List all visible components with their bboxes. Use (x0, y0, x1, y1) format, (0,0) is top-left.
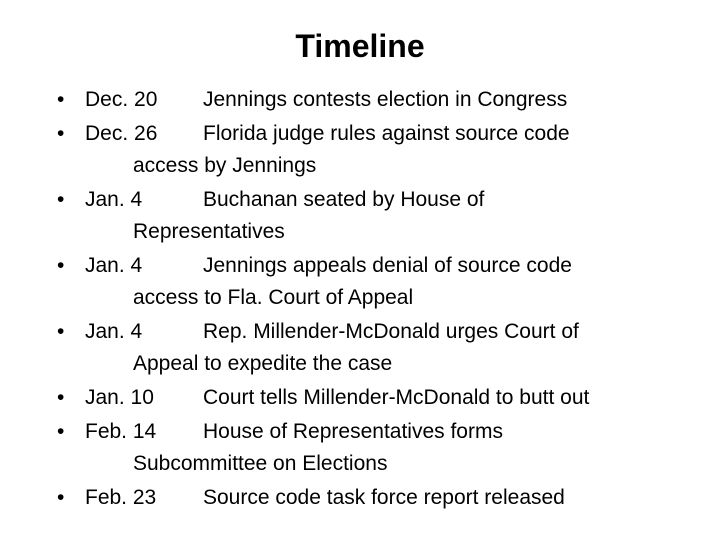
timeline-event-continuation: Appeal to expedite the case (133, 352, 393, 375)
slide-title: Timeline (295, 28, 425, 64)
bullet-icon: • (57, 320, 65, 343)
timeline-item (57, 482, 697, 514)
bullet-icon: • (57, 188, 65, 211)
bullet-icon: • (57, 88, 65, 111)
timeline-event-text: Florida judge rules against source code (203, 122, 570, 145)
timeline-event-continuation: access by Jennings (133, 154, 317, 177)
timeline-date: Jan. 4 (85, 320, 143, 343)
bullet-icon: • (57, 254, 65, 277)
timeline-date: Dec. 26 (85, 122, 158, 145)
timeline-date: Jan. 4 (85, 188, 143, 211)
timeline-date: Feb. 14 (85, 420, 157, 443)
timeline-event-text: Court tells Millender-McDonald to butt out (203, 386, 590, 409)
timeline-event-text: House of Representatives forms (203, 420, 503, 443)
timeline-item (57, 84, 697, 116)
timeline-event-text: Buchanan seated by House of (203, 188, 485, 211)
timeline-date: Feb. 23 (85, 486, 157, 509)
timeline-item (57, 118, 697, 182)
timeline-event-text: Jennings contests election in Congress (203, 88, 568, 111)
timeline-event-text: Rep. Millender-McDonald urges Court of (203, 320, 579, 343)
bullet-icon: • (57, 386, 65, 409)
timeline-event-continuation: Representatives (133, 220, 285, 243)
timeline-item (57, 316, 697, 380)
timeline-date: Jan. 10 (85, 386, 154, 409)
timeline-item (57, 382, 697, 414)
bullet-icon: • (57, 420, 65, 443)
timeline-item (57, 250, 697, 314)
bullet-icon: • (57, 486, 65, 509)
timeline-event-text: Source code task force report released (203, 486, 565, 509)
timeline-event-text: Jennings appeals denial of source code (203, 254, 572, 277)
timeline-item (57, 416, 697, 480)
timeline-event-continuation: access to Fla. Court of Appeal (133, 286, 414, 309)
timeline-date: Dec. 20 (85, 88, 158, 111)
bullet-icon: • (57, 122, 65, 145)
timeline-event-continuation: Subcommittee on Elections (133, 452, 388, 475)
timeline-item (57, 184, 697, 248)
timeline-date: Jan. 4 (85, 254, 143, 277)
timeline-list (57, 84, 697, 516)
